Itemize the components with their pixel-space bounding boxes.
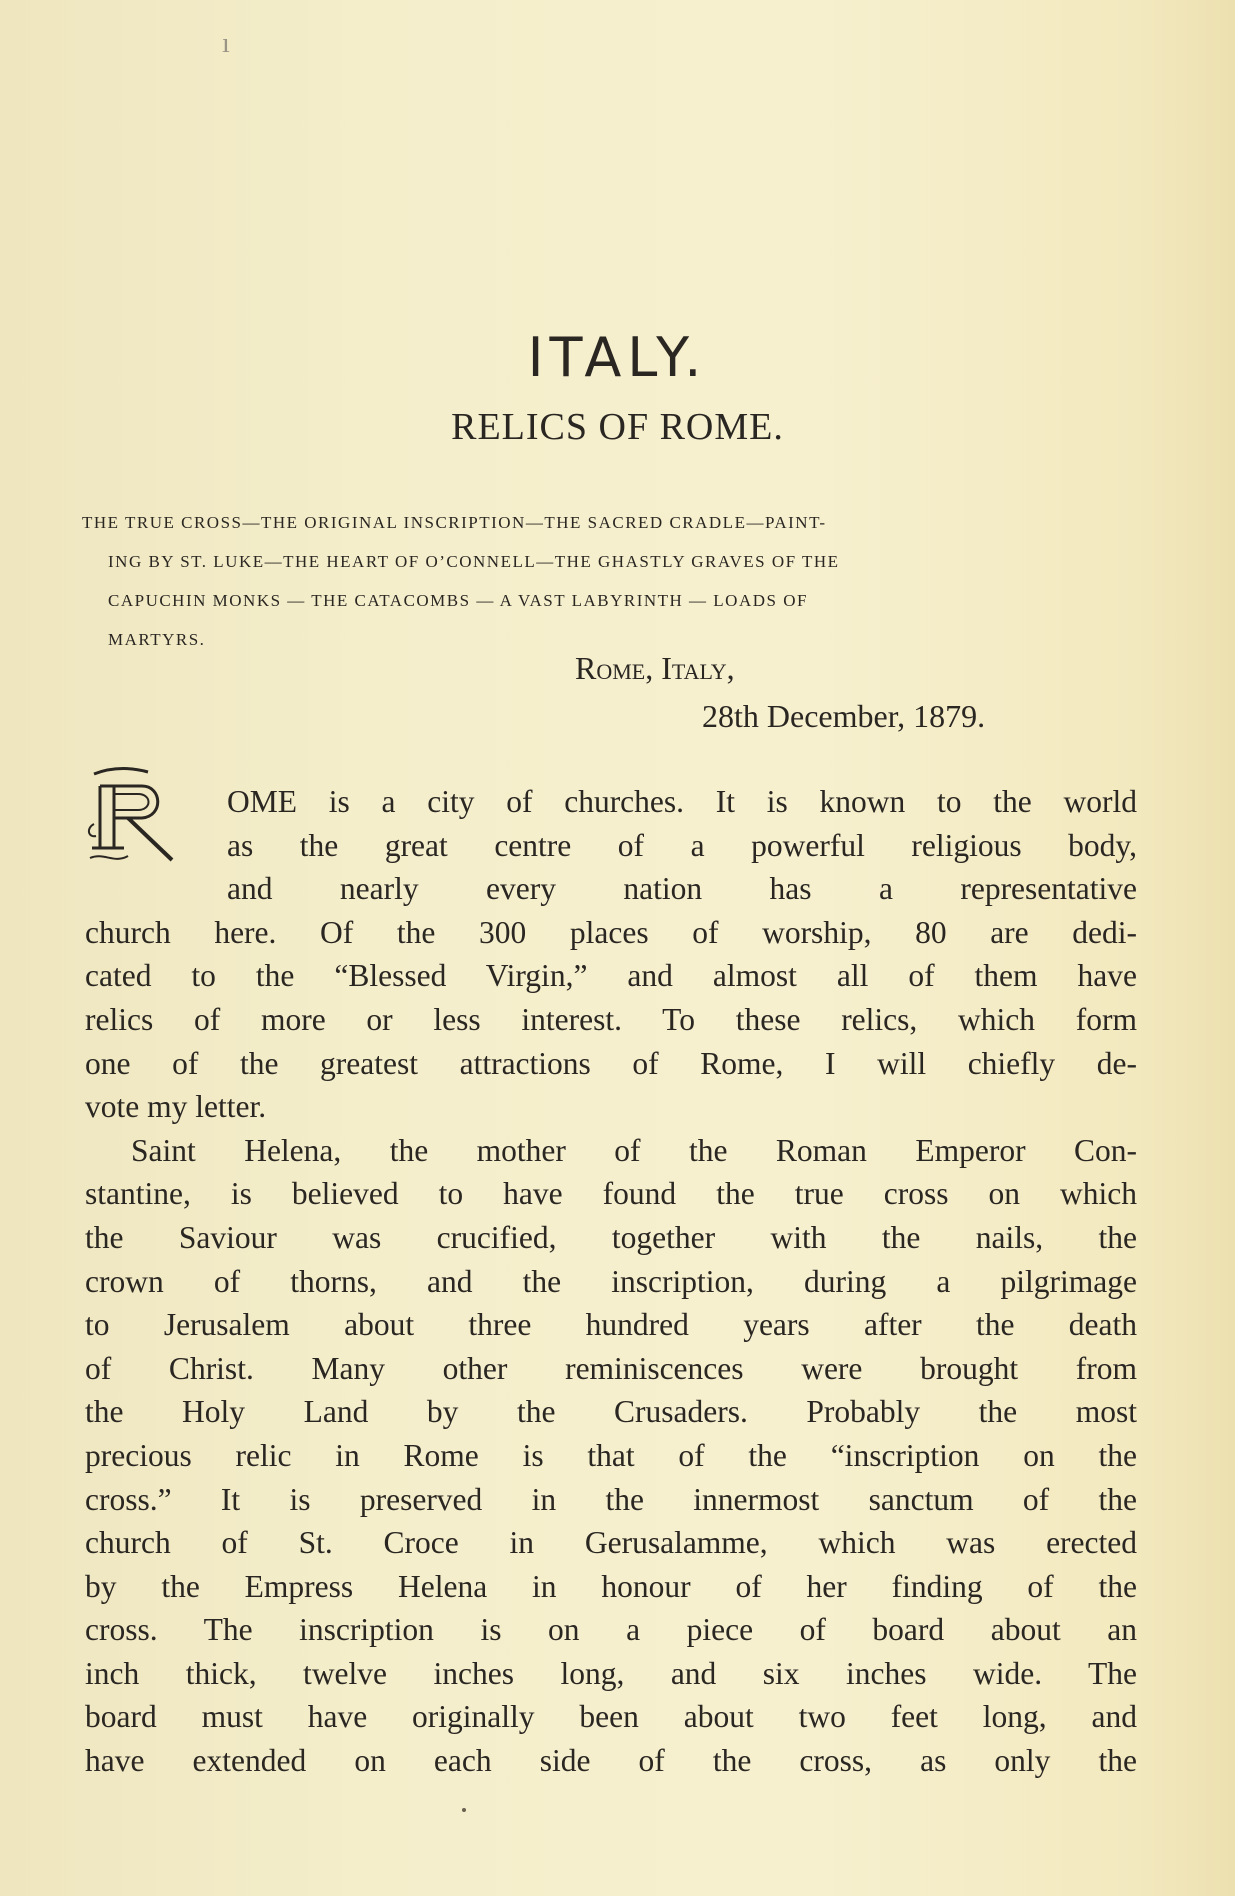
article-body (85, 780, 1137, 1783)
summary-line: THE TRUE CROSS—THE ORIGINAL INSCRIPTION—THE SACRED CRADLE—PAINT- (82, 513, 827, 532)
summary-line: MARTYRS. (108, 630, 206, 649)
summary-line: CAPUCHIN MONKS — THE CATACOMBS — A VAST LABYRINTH — LOADS OF (108, 591, 808, 610)
body-line: as the great centre of a powerful religious body, (227, 827, 1137, 863)
body-line: and nearly every nation has a representative (227, 871, 1137, 907)
body-line: cross.” It is preserved in the innermost sanctum of the (85, 1481, 1137, 1517)
dateline-place: Rome, Italy, (575, 650, 735, 686)
body-line: to Jerusalem about three hundred years after the death (85, 1307, 1137, 1343)
body-line: church of St. Croce in Gerusalamme, which was erected (85, 1525, 1137, 1561)
body-line: the Holy Land by the Crusaders. Probably the most (85, 1394, 1137, 1430)
body-line: one of the greatest attractions of Rome, I will chiefly de- (85, 1045, 1137, 1081)
body-line: by the Empress Helena in honour of her finding of the (85, 1568, 1137, 1604)
chapter-subtitle: RELICS OF ROME. (451, 406, 784, 448)
body-line: church here. Of the 300 places of worship, 80 are dedi- (85, 914, 1137, 950)
body-line: the Saviour was crucified, together with the nails, the (85, 1219, 1137, 1255)
body-line: vote my letter. (85, 1089, 267, 1125)
body-line: inch thick, twelve inches long, and six inches wide. The (85, 1655, 1137, 1691)
summary-line: ING BY ST. LUKE—THE HEART OF O’CONNELL—THE GHASTLY GRAVES OF THE (108, 552, 840, 571)
body-line: OME is a city of churches. It is known to the world (227, 784, 1137, 819)
body-line: board must have originally been about two feet long, and (85, 1699, 1137, 1735)
body-line: cated to the “Blessed Virgin,” and almost all of them have (85, 958, 1137, 994)
ink-speck (462, 1808, 466, 1812)
body-line: relics of more or less interest. To these relics, which form (85, 1001, 1137, 1037)
body-line: stantine, is believed to have found the true cross on which (85, 1176, 1137, 1212)
dateline-date: 28th December, 1879. (702, 698, 986, 734)
body-line: precious relic in Rome is that of the “inscription on the (85, 1437, 1137, 1473)
body-line: have extended on each side of the cross, as only the (85, 1743, 1137, 1779)
body-line: crown of thorns, and the inscription, during a pilgrimage (85, 1263, 1137, 1299)
body-line: Saint Helena, the mother of the Roman Emperor Con- (131, 1132, 1137, 1168)
margin-pencil-mark: ı (222, 28, 230, 59)
chapter-title: ITALY. (527, 326, 708, 390)
body-line: cross. The inscription is on a piece of board about an (85, 1612, 1137, 1648)
body-line: of Christ. Many other reminiscences were brought from (85, 1350, 1137, 1386)
chapter-summary (82, 503, 1136, 659)
